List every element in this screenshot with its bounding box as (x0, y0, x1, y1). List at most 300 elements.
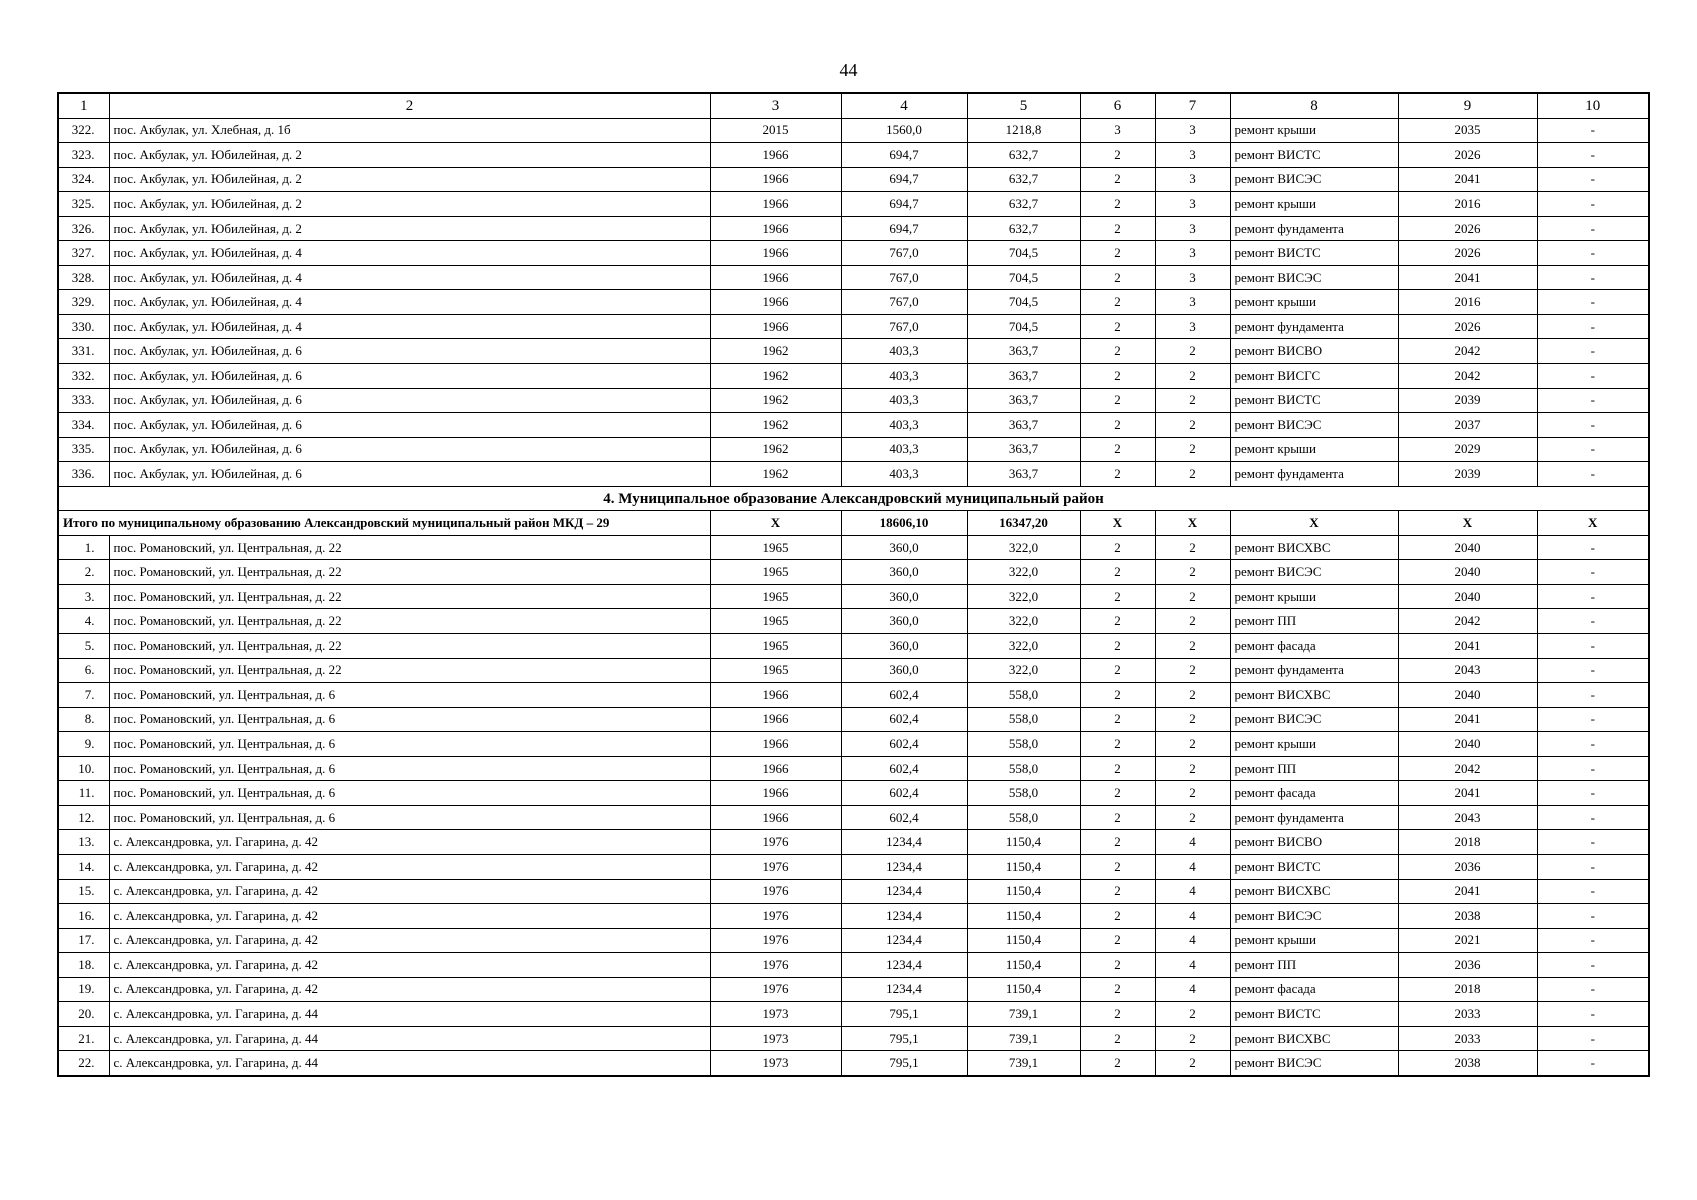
table-row (58, 462, 1649, 487)
table-cell: ремонт ВИСЭС (1230, 265, 1398, 290)
table-cell: 2033 (1398, 1002, 1537, 1027)
table-cell: 2042 (1398, 339, 1537, 364)
table-cell: 558,0 (967, 707, 1080, 732)
table-cell: 1560,0 (841, 118, 967, 143)
table-cell: ремонт крыши (1230, 732, 1398, 757)
table-cell: 2 (1155, 805, 1230, 830)
table-cell: 2 (1155, 437, 1230, 462)
table-cell: 1150,4 (967, 904, 1080, 929)
table-cell: 632,7 (967, 192, 1080, 217)
table-cell: 1966 (710, 756, 841, 781)
table-cell: 2 (1080, 683, 1155, 708)
table-cell: 2 (1080, 732, 1155, 757)
table-cell: 3 (1155, 216, 1230, 241)
total-value: X (1537, 511, 1649, 536)
table-cell: 2040 (1398, 535, 1537, 560)
table-cell: 1965 (710, 535, 841, 560)
table-row (58, 879, 1649, 904)
table-cell: 602,4 (841, 805, 967, 830)
table-cell: 2 (1080, 953, 1155, 978)
table-cell: 3 (1155, 118, 1230, 143)
table-cell: 363,7 (967, 462, 1080, 487)
table-cell: - (1537, 953, 1649, 978)
table-cell: 336. (58, 462, 109, 487)
table-cell: 704,5 (967, 314, 1080, 339)
table-cell: 363,7 (967, 437, 1080, 462)
table-cell: - (1537, 143, 1649, 168)
table-row (58, 118, 1649, 143)
table-cell: пос. Акбулак, ул. Хлебная, д. 1б (109, 118, 710, 143)
table-cell: с. Александровка, ул. Гагарина, д. 42 (109, 977, 710, 1002)
table-cell: 1234,4 (841, 977, 967, 1002)
table-cell: - (1537, 928, 1649, 953)
table-cell: 2040 (1398, 732, 1537, 757)
table-cell: - (1537, 118, 1649, 143)
table-cell: 2 (1080, 560, 1155, 585)
table-cell: 8. (58, 707, 109, 732)
table-row (58, 241, 1649, 266)
table-cell: 331. (58, 339, 109, 364)
table-cell: 2 (1080, 388, 1155, 413)
table-cell: с. Александровка, ул. Гагарина, д. 42 (109, 904, 710, 929)
table-cell: 1150,4 (967, 953, 1080, 978)
table-cell: 4 (1155, 904, 1230, 929)
table-cell: 2043 (1398, 805, 1537, 830)
table-cell: 2 (1080, 437, 1155, 462)
table-cell: 2 (1155, 535, 1230, 560)
table-cell: 16. (58, 904, 109, 929)
table-cell: 1234,4 (841, 953, 967, 978)
table-cell: 558,0 (967, 781, 1080, 806)
table-row (58, 658, 1649, 683)
table-cell: 1976 (710, 977, 841, 1002)
table-cell: 2 (1155, 756, 1230, 781)
table-cell: 4 (1155, 977, 1230, 1002)
table-cell: 2015 (710, 118, 841, 143)
table-cell: 2039 (1398, 388, 1537, 413)
table-row (58, 854, 1649, 879)
table-cell: 1976 (710, 879, 841, 904)
table-cell: 2 (1080, 143, 1155, 168)
table-cell: 13. (58, 830, 109, 855)
table-cell: 1966 (710, 314, 841, 339)
table-cell: 2018 (1398, 977, 1537, 1002)
table-cell: 1962 (710, 364, 841, 389)
table-cell: пос. Акбулак, ул. Юбилейная, д. 2 (109, 192, 710, 217)
table-cell: - (1537, 584, 1649, 609)
table-cell: 403,3 (841, 364, 967, 389)
table-cell: 10. (58, 756, 109, 781)
table-cell: ремонт фундамента (1230, 462, 1398, 487)
table-cell: 322,0 (967, 609, 1080, 634)
table-cell: 2 (1155, 1026, 1230, 1051)
table-cell: пос. Акбулак, ул. Юбилейная, д. 4 (109, 241, 710, 266)
table-cell: ремонт ВИСТС (1230, 854, 1398, 879)
table-cell: 2 (1080, 339, 1155, 364)
table-cell: ремонт крыши (1230, 928, 1398, 953)
table-cell: ремонт ВИСЭС (1230, 904, 1398, 929)
table-row (58, 535, 1649, 560)
table-cell: 1966 (710, 805, 841, 830)
table-cell: 3 (1155, 314, 1230, 339)
repair-schedule-table (57, 92, 1650, 1077)
table-cell: 322,0 (967, 535, 1080, 560)
table-cell: 2 (1080, 928, 1155, 953)
table-cell: 329. (58, 290, 109, 315)
table-cell: 322,0 (967, 560, 1080, 585)
table-cell: 2 (1155, 683, 1230, 708)
table-cell: ремонт ПП (1230, 609, 1398, 634)
column-header: 1 (58, 93, 109, 118)
table-cell: пос. Романовский, ул. Центральная, д. 22 (109, 535, 710, 560)
table-cell: 739,1 (967, 1051, 1080, 1076)
table-cell: 2 (1080, 879, 1155, 904)
table-cell: - (1537, 805, 1649, 830)
table-cell: - (1537, 781, 1649, 806)
table-cell: 2042 (1398, 609, 1537, 634)
table-cell: 2038 (1398, 1051, 1537, 1076)
table-cell: 1965 (710, 609, 841, 634)
table-cell: 1234,4 (841, 879, 967, 904)
table-cell: 2 (1080, 781, 1155, 806)
table-cell: 704,5 (967, 241, 1080, 266)
table-cell: - (1537, 977, 1649, 1002)
table-cell: 2 (1155, 364, 1230, 389)
table-cell: с. Александровка, ул. Гагарина, д. 42 (109, 953, 710, 978)
table-cell: 2 (1080, 290, 1155, 315)
table-cell: 1234,4 (841, 854, 967, 879)
table-cell: 327. (58, 241, 109, 266)
table-cell: - (1537, 707, 1649, 732)
table-cell: ремонт ВИСВО (1230, 339, 1398, 364)
table-cell: 2033 (1398, 1026, 1537, 1051)
table-cell: - (1537, 1051, 1649, 1076)
table-cell: 2036 (1398, 854, 1537, 879)
table-cell: 22. (58, 1051, 109, 1076)
table-cell: 767,0 (841, 241, 967, 266)
table-cell: пос. Акбулак, ул. Юбилейная, д. 6 (109, 388, 710, 413)
table-row (58, 560, 1649, 585)
table-row (58, 413, 1649, 438)
table-cell: 1966 (710, 290, 841, 315)
table-cell: 1962 (710, 413, 841, 438)
table-cell: - (1537, 854, 1649, 879)
table-cell: пос. Романовский, ул. Центральная, д. 22 (109, 634, 710, 659)
table-row (58, 707, 1649, 732)
table-cell: 4 (1155, 928, 1230, 953)
table-cell: 322. (58, 118, 109, 143)
table-cell: 326. (58, 216, 109, 241)
column-header: 2 (109, 93, 710, 118)
table-cell: - (1537, 167, 1649, 192)
table-cell: 17. (58, 928, 109, 953)
table-cell: 1966 (710, 216, 841, 241)
table-cell: 4. (58, 609, 109, 634)
table-cell: ремонт ВИСХВС (1230, 535, 1398, 560)
table-cell: ремонт ВИСТС (1230, 143, 1398, 168)
table-row (58, 904, 1649, 929)
table-cell: 363,7 (967, 388, 1080, 413)
table-cell: пос. Романовский, ул. Центральная, д. 6 (109, 683, 710, 708)
table-cell: 2 (1155, 634, 1230, 659)
table-cell: 795,1 (841, 1026, 967, 1051)
table-cell: 333. (58, 388, 109, 413)
table-row (58, 683, 1649, 708)
table-cell: ремонт ВИСТС (1230, 1002, 1398, 1027)
table-row (58, 928, 1649, 953)
table-cell: 1976 (710, 953, 841, 978)
total-value: X (1080, 511, 1155, 536)
table-cell: ремонт фундамента (1230, 805, 1398, 830)
table-cell: пос. Акбулак, ул. Юбилейная, д. 4 (109, 265, 710, 290)
table-cell: - (1537, 192, 1649, 217)
table-cell: 1962 (710, 462, 841, 487)
table-cell: ремонт фасада (1230, 977, 1398, 1002)
table-cell: - (1537, 364, 1649, 389)
table-cell: 795,1 (841, 1051, 967, 1076)
table-cell: 1150,4 (967, 854, 1080, 879)
table-cell: 767,0 (841, 265, 967, 290)
table-cell: 1150,4 (967, 879, 1080, 904)
total-value: X (1230, 511, 1398, 536)
table-cell: 403,3 (841, 413, 967, 438)
total-value: X (1398, 511, 1537, 536)
table-cell: - (1537, 879, 1649, 904)
table-cell: с. Александровка, ул. Гагарина, д. 44 (109, 1051, 710, 1076)
table-cell: - (1537, 388, 1649, 413)
table-cell: 20. (58, 1002, 109, 1027)
table-cell: ремонт ПП (1230, 953, 1398, 978)
total-value: 16347,20 (967, 511, 1080, 536)
table-cell: 795,1 (841, 1002, 967, 1027)
table-cell: 2 (1080, 854, 1155, 879)
table-cell: 1966 (710, 241, 841, 266)
table-cell: 2042 (1398, 364, 1537, 389)
table-cell: ремонт фасада (1230, 781, 1398, 806)
column-header: 8 (1230, 93, 1398, 118)
table-cell: 704,5 (967, 290, 1080, 315)
table-cell: 558,0 (967, 683, 1080, 708)
table-cell: 2040 (1398, 560, 1537, 585)
table-row (58, 216, 1649, 241)
table-cell: 558,0 (967, 756, 1080, 781)
total-value: X (710, 511, 841, 536)
table-cell: - (1537, 560, 1649, 585)
table-cell: 328. (58, 265, 109, 290)
table-cell: 558,0 (967, 805, 1080, 830)
table-cell: - (1537, 535, 1649, 560)
table-cell: 2040 (1398, 584, 1537, 609)
total-row (58, 511, 1649, 536)
table-cell: 14. (58, 854, 109, 879)
table-cell: 739,1 (967, 1002, 1080, 1027)
table-cell: пос. Романовский, ул. Центральная, д. 22 (109, 658, 710, 683)
table-cell: 2 (1080, 756, 1155, 781)
table-cell: 1966 (710, 143, 841, 168)
table-cell: 2 (1080, 265, 1155, 290)
table-cell: 1973 (710, 1002, 841, 1027)
table-cell: 1962 (710, 339, 841, 364)
table-row (58, 167, 1649, 192)
table-cell: 323. (58, 143, 109, 168)
table-cell: 1218,8 (967, 118, 1080, 143)
table-cell: 2021 (1398, 928, 1537, 953)
section-title: 4. Муниципальное образование Александровский муниципальный район (58, 486, 1649, 511)
table-row (58, 1026, 1649, 1051)
table-cell: - (1537, 732, 1649, 757)
table-cell: 2 (1080, 904, 1155, 929)
table-cell: 2041 (1398, 634, 1537, 659)
table-cell: 2 (1080, 167, 1155, 192)
table-row (58, 634, 1649, 659)
table-cell: 558,0 (967, 732, 1080, 757)
table-cell: ремонт крыши (1230, 437, 1398, 462)
table-cell: 403,3 (841, 437, 967, 462)
table-cell: 602,4 (841, 781, 967, 806)
table-cell: 2041 (1398, 879, 1537, 904)
table-cell: 602,4 (841, 756, 967, 781)
table-cell: 1962 (710, 388, 841, 413)
table-cell: 2 (1080, 634, 1155, 659)
table-cell: 330. (58, 314, 109, 339)
table-cell: с. Александровка, ул. Гагарина, д. 42 (109, 854, 710, 879)
page-number: 44 (839, 60, 858, 80)
table-cell: пос. Акбулак, ул. Юбилейная, д. 4 (109, 290, 710, 315)
table-cell: 4 (1155, 953, 1230, 978)
table-cell: пос. Акбулак, ул. Юбилейная, д. 2 (109, 143, 710, 168)
table-row (58, 143, 1649, 168)
table-cell: 2 (1080, 707, 1155, 732)
table-cell: 403,3 (841, 462, 967, 487)
table-cell: 602,4 (841, 732, 967, 757)
table-cell: 1. (58, 535, 109, 560)
table-cell: 2 (1155, 462, 1230, 487)
total-value: 18606,10 (841, 511, 967, 536)
table-cell: 2041 (1398, 167, 1537, 192)
table-cell: ремонт крыши (1230, 290, 1398, 315)
table-cell: 2 (1080, 1026, 1155, 1051)
total-value: X (1155, 511, 1230, 536)
table-cell: пос. Акбулак, ул. Юбилейная, д. 2 (109, 216, 710, 241)
table-cell: 1234,4 (841, 904, 967, 929)
column-header: 5 (967, 93, 1080, 118)
table-cell: 332. (58, 364, 109, 389)
table-cell: 2 (1155, 781, 1230, 806)
table-cell: 1234,4 (841, 830, 967, 855)
table-cell: 2 (1080, 805, 1155, 830)
table-cell: 2041 (1398, 781, 1537, 806)
table-cell: ремонт фундамента (1230, 314, 1398, 339)
table-cell: 322,0 (967, 634, 1080, 659)
table-cell: 2038 (1398, 904, 1537, 929)
table-row (58, 977, 1649, 1002)
table-cell: 2037 (1398, 413, 1537, 438)
column-header: 7 (1155, 93, 1230, 118)
table-cell: пос. Романовский, ул. Центральная, д. 6 (109, 805, 710, 830)
column-header: 10 (1537, 93, 1649, 118)
table-cell: 2 (1080, 364, 1155, 389)
table-cell: пос. Романовский, ул. Центральная, д. 6 (109, 732, 710, 757)
table-cell: 632,7 (967, 143, 1080, 168)
table-cell: 1976 (710, 854, 841, 879)
table-cell: 767,0 (841, 290, 967, 315)
table-cell: ремонт крыши (1230, 192, 1398, 217)
table-cell: 360,0 (841, 535, 967, 560)
table-cell: - (1537, 413, 1649, 438)
table-cell: 4 (1155, 830, 1230, 855)
table-cell: 602,4 (841, 683, 967, 708)
table-cell: 2 (1080, 216, 1155, 241)
table-cell: 1973 (710, 1051, 841, 1076)
column-header: 3 (710, 93, 841, 118)
table-cell: 3 (1155, 241, 1230, 266)
table-cell: 2 (1155, 609, 1230, 634)
table-cell: ремонт фасада (1230, 634, 1398, 659)
table-cell: ремонт фундамента (1230, 658, 1398, 683)
table-cell: ремонт ВИСТС (1230, 241, 1398, 266)
table-cell: 2 (1155, 560, 1230, 585)
table-cell: 1965 (710, 560, 841, 585)
table-cell: пос. Акбулак, ул. Юбилейная, д. 6 (109, 339, 710, 364)
table-cell: - (1537, 904, 1649, 929)
table-cell: пос. Акбулак, ул. Юбилейная, д. 6 (109, 462, 710, 487)
table-cell: 2 (1080, 584, 1155, 609)
table-cell: пос. Акбулак, ул. Юбилейная, д. 6 (109, 437, 710, 462)
table-cell: 2026 (1398, 216, 1537, 241)
table-cell: - (1537, 265, 1649, 290)
table-cell: 363,7 (967, 364, 1080, 389)
table-cell: 3 (1155, 167, 1230, 192)
table-cell: 18. (58, 953, 109, 978)
table-row (58, 1002, 1649, 1027)
table-cell: 11. (58, 781, 109, 806)
column-number-header-row (58, 93, 1649, 118)
table-cell: 2 (1155, 1051, 1230, 1076)
table-cell: 2040 (1398, 683, 1537, 708)
table-cell: 324. (58, 167, 109, 192)
table-cell: 322,0 (967, 658, 1080, 683)
table-cell: 2026 (1398, 241, 1537, 266)
table-cell: 2041 (1398, 707, 1537, 732)
table-cell: 3 (1155, 265, 1230, 290)
table-cell: ремонт крыши (1230, 584, 1398, 609)
table-cell: 2036 (1398, 953, 1537, 978)
table-cell: 2 (1080, 830, 1155, 855)
table-cell: 2042 (1398, 756, 1537, 781)
table-cell: - (1537, 462, 1649, 487)
table-cell: - (1537, 241, 1649, 266)
table-row (58, 290, 1649, 315)
table-row (58, 781, 1649, 806)
table-cell: 2 (1080, 241, 1155, 266)
table-cell: ремонт ВИСТС (1230, 388, 1398, 413)
table-cell: 3 (1080, 118, 1155, 143)
column-header: 6 (1080, 93, 1155, 118)
table-cell: 1973 (710, 1026, 841, 1051)
table-row (58, 1051, 1649, 1076)
table-cell: ремонт ВИСХВС (1230, 879, 1398, 904)
table-cell: 3 (1155, 290, 1230, 315)
table-cell: ремонт ВИСЭС (1230, 707, 1398, 732)
table-cell: ремонт ВИСЭС (1230, 167, 1398, 192)
table-cell: 19. (58, 977, 109, 1002)
table-cell: 3 (1155, 192, 1230, 217)
table-cell: ремонт ВИСХВС (1230, 683, 1398, 708)
table-row (58, 609, 1649, 634)
table-cell: 2026 (1398, 143, 1537, 168)
table-cell: 2 (1080, 413, 1155, 438)
table-cell: 1150,4 (967, 830, 1080, 855)
